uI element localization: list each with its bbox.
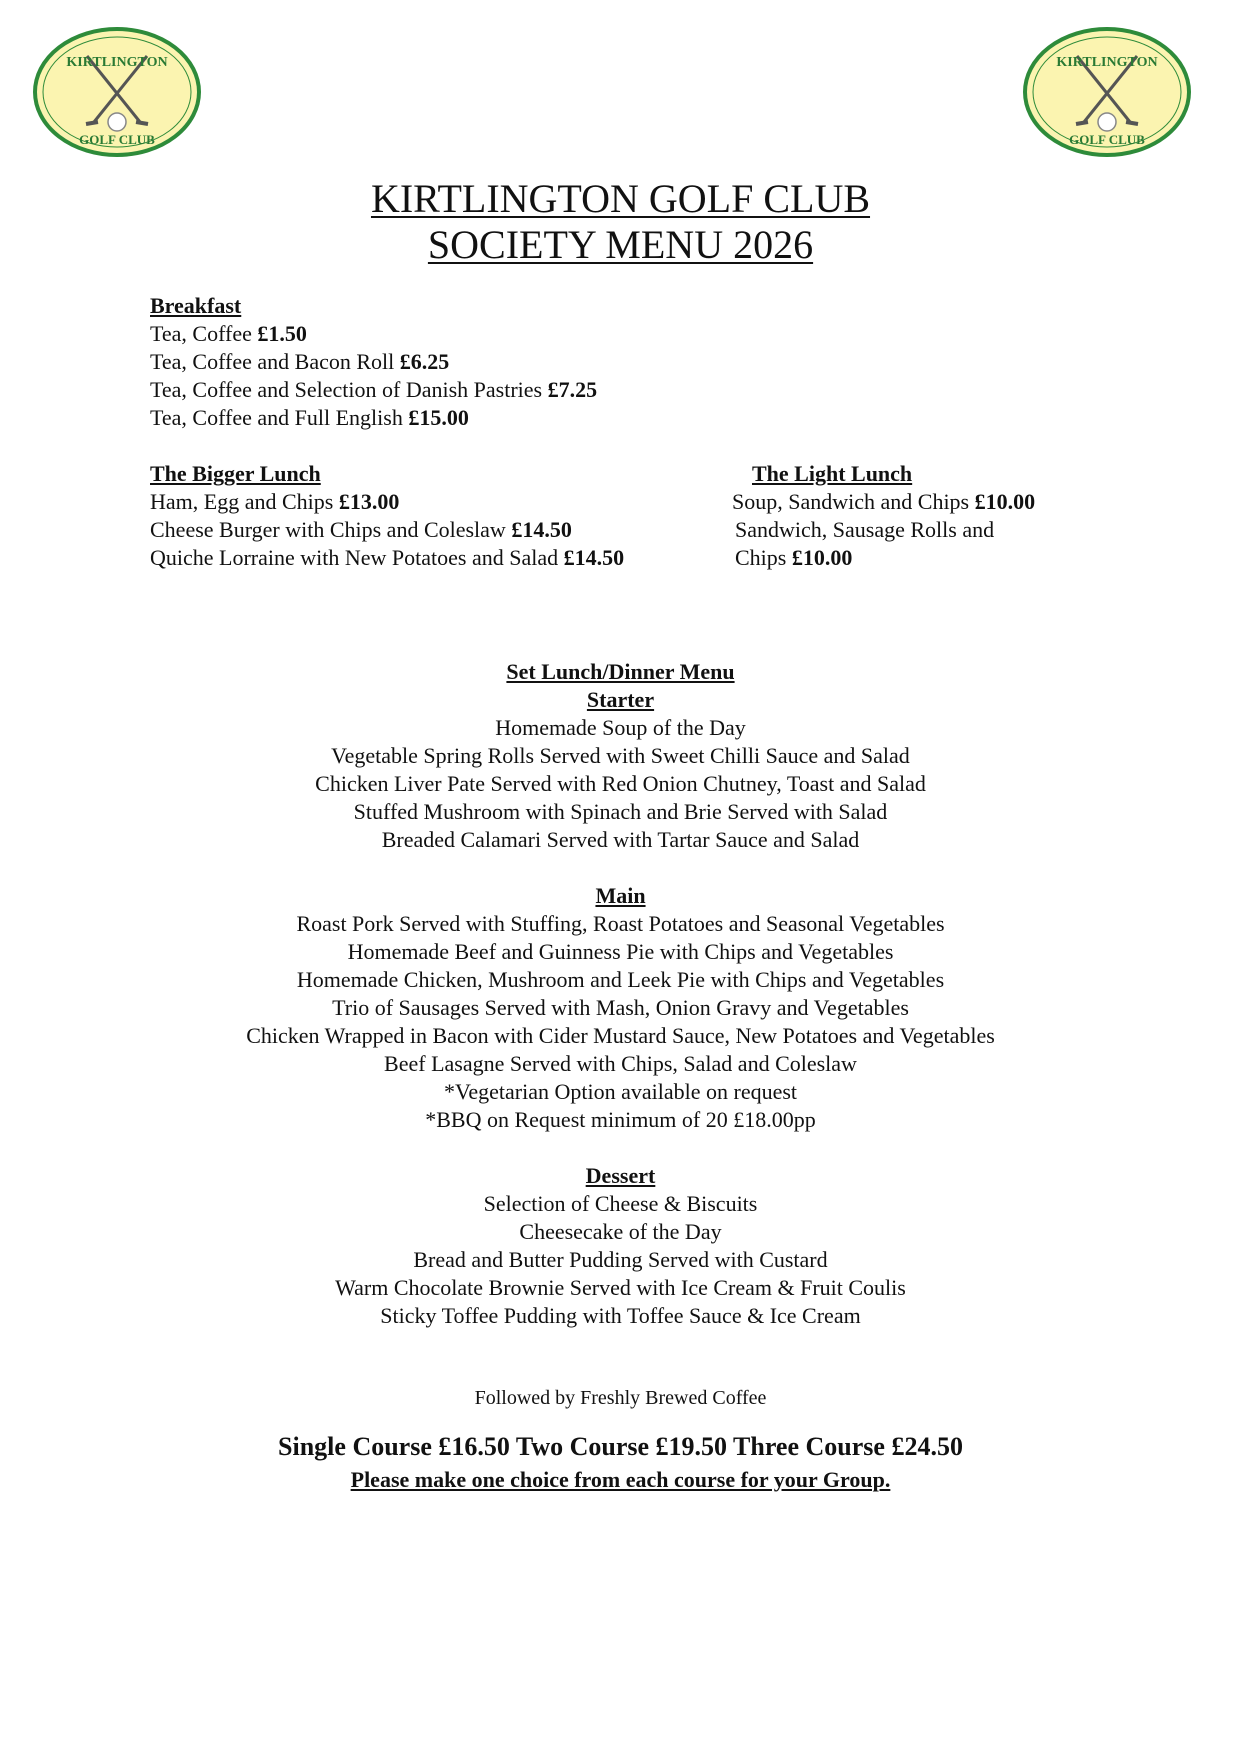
starter-item: Chicken Liver Pate Served with Red Onion Chutney, Toast and Salad bbox=[315, 771, 926, 796]
light-lunch-item: Sandwich, Sausage Rolls and bbox=[735, 517, 995, 542]
course-pricing: Single Course £16.50 Two Course £19.50 Three Course £24.50 bbox=[278, 1432, 963, 1461]
starter-item: Homemade Soup of the Day bbox=[495, 715, 746, 740]
instruction-wrap bbox=[0, 1466, 1241, 1494]
bigger-lunch-item bbox=[150, 488, 399, 516]
club-logo-left bbox=[32, 26, 202, 158]
main-item: Trio of Sausages Served with Mash, Onion Gravy and Vegetables bbox=[332, 995, 909, 1020]
item-name: Tea, Coffee and Selection of Danish Pastries bbox=[150, 377, 543, 402]
item-price: £10.00 bbox=[791, 545, 853, 570]
starter-item: Vegetable Spring Rolls Served with Sweet Chilli Sauce and Salad bbox=[331, 743, 910, 768]
light-lunch-item bbox=[732, 488, 1035, 516]
item-price: £14.50 bbox=[563, 545, 625, 570]
breakfast-item bbox=[150, 348, 449, 376]
logo-text-bottom: GOLF CLUB bbox=[79, 132, 155, 147]
coffee-note: Followed by Freshly Brewed Coffee bbox=[474, 1387, 767, 1409]
item-price: £6.25 bbox=[399, 349, 450, 374]
page-title-line2: SOCIETY MENU 2026 bbox=[427, 222, 814, 267]
dessert-item: Bread and Butter Pudding Served with Custard bbox=[413, 1247, 828, 1272]
breakfast-item bbox=[150, 376, 597, 404]
breakfast-item bbox=[150, 404, 469, 432]
item-price: £13.00 bbox=[338, 489, 400, 514]
starter-heading: Starter bbox=[586, 687, 655, 712]
item-price: £1.50 bbox=[257, 321, 307, 346]
item-name: Tea, Coffee bbox=[150, 321, 252, 346]
vegetarian-note: *Vegetarian Option available on request bbox=[443, 1079, 798, 1104]
light-lunch-item bbox=[735, 544, 852, 572]
logo-text-top: KIRTLINGTON bbox=[1056, 55, 1158, 70]
item-price: £10.00 bbox=[974, 489, 1036, 514]
item-name: Quiche Lorraine with New Potatoes and Salad bbox=[150, 545, 559, 570]
dessert-item: Selection of Cheese & Biscuits bbox=[483, 1191, 758, 1216]
main-heading: Main bbox=[595, 883, 646, 908]
main-item: Homemade Chicken, Mushroom and Leek Pie with Chips and Vegetables bbox=[296, 967, 945, 992]
dessert-item: Warm Chocolate Brownie Served with Ice Cream & Fruit Coulis bbox=[335, 1275, 906, 1300]
item-name: Tea, Coffee and Bacon Roll bbox=[150, 349, 395, 374]
logo-text-bottom: GOLF CLUB bbox=[1069, 132, 1145, 147]
bigger-lunch-item bbox=[150, 516, 572, 544]
main-item: Beef Lasagne Served with Chips, Salad and Coleslaw bbox=[384, 1051, 857, 1076]
dessert-heading: Dessert bbox=[585, 1163, 656, 1188]
dessert-item: Cheesecake of the Day bbox=[519, 1219, 722, 1244]
item-name: Tea, Coffee and Full English bbox=[150, 405, 403, 430]
starter-item: Stuffed Mushroom with Spinach and Brie Served with Salad bbox=[353, 799, 888, 824]
set-menu-heading: Set Lunch/Dinner Menu bbox=[506, 659, 735, 684]
light-lunch-heading: The Light Lunch bbox=[752, 461, 913, 486]
item-price: £7.25 bbox=[547, 377, 598, 402]
group-instruction: Please make one choice from each course for your Group. bbox=[350, 1467, 891, 1492]
item-price: £14.50 bbox=[511, 517, 572, 542]
starter-item: Breaded Calamari Served with Tartar Sauce and Salad bbox=[381, 827, 860, 852]
page-title-line1: KIRTLINGTON GOLF CLUB bbox=[370, 176, 871, 221]
main-item: Homemade Beef and Guinness Pie with Chips and Vegetables bbox=[347, 939, 894, 964]
item-name: Soup, Sandwich and Chips bbox=[732, 489, 970, 514]
main-item: Roast Pork Served with Stuffing, Roast Potatoes and Seasonal Vegetables bbox=[296, 911, 945, 936]
main-item: Chicken Wrapped in Bacon with Cider Mustard Sauce, New Potatoes and Vegetables bbox=[246, 1023, 995, 1048]
item-name: Chips bbox=[735, 545, 787, 570]
item-name: Ham, Egg and Chips bbox=[150, 489, 334, 514]
logo-text-top: KIRTLINGTON bbox=[66, 55, 168, 70]
club-logo-right bbox=[1022, 26, 1192, 158]
bigger-lunch-heading: The Bigger Lunch bbox=[150, 461, 321, 486]
set-menu bbox=[0, 658, 1241, 1330]
bigger-lunch-item bbox=[150, 544, 624, 572]
bbq-note: *BBQ on Request minimum of 20 £18.00pp bbox=[425, 1107, 816, 1132]
item-name: Cheese Burger with Chips and Coleslaw bbox=[150, 517, 506, 542]
breakfast-heading: Breakfast bbox=[150, 293, 242, 318]
dessert-item: Sticky Toffee Pudding with Toffee Sauce & Ice Cream bbox=[380, 1303, 861, 1328]
item-price: £15.00 bbox=[408, 405, 469, 430]
breakfast-item bbox=[150, 320, 307, 348]
